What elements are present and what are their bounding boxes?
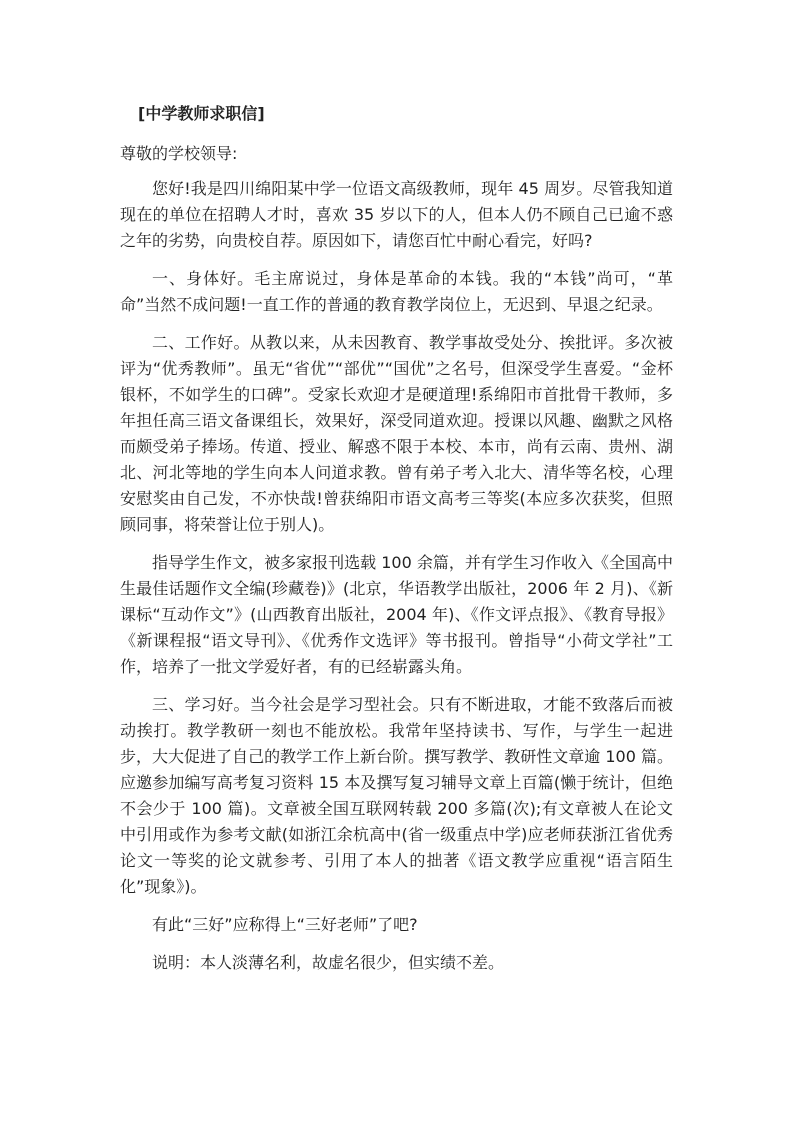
salutation: 尊敬的学校领导: — [120, 144, 238, 163]
letter-body — [120, 176, 673, 988]
paragraph-note: 说明：本人淡薄名利，故虚名很少，但实绩不差。 — [152, 953, 505, 972]
document-title: [中学教师求职信] — [138, 104, 265, 123]
paragraph-work: 二、工作好。从教以来，从未因教育、教学事故受处分、挨批评。多次被评为“优秀教师”。虽无“省优”“部优”“国优”之名号，但深受学生喜爱。“金杯银杯，不如学生的口碑”。受家长欢迎才是硬道理!系绵阳市首批骨干教师，多年担任高三语文备课组长，效果好，深受同道欢迎。授课以风趣、幽默之风格而颇受弟子捧场。传道、授业、解惑不限于本校、本市，尚有云南、贵州、湖北、河北等地的学生向本人问道求教。曾有弟子考入北大、清华等名校，心理安慰奖由自己发，不亦快哉!曾获绵阳市语文高考三等奖(本应多次获奖，但照顾同事，将荣誉让位于别人)。 — [120, 333, 673, 534]
paragraph-guidance: 指导学生作文，被多家报刊选载 100 余篇，并有学生习作收入《全国高中生最佳话题作文全编(珍藏卷)》(北京，华语教学出版社，2006 年 2 月)、《新课标“互动作文”》(山西教育出版社，2004 年)、《作文评点报》、《教育导报》《新课程报“语文导刊》、《优秀作文选评》等书报刊。曾指导“小荷文学社”工作，培养了一批文学爱好者，有的已经崭露头角。 — [120, 553, 673, 676]
paragraph-health: 一、身体好。毛主席说过，身体是革命的本钱。我的“本钱”尚可，“革命”当然不成问题!一直工作的普通的教育教学岗位上，无迟到、早退之纪录。 — [120, 269, 673, 314]
paragraph-summary: 有此“三好”应称得上“三好老师”了吧? — [152, 915, 418, 934]
paragraph-study: 三、学习好。当今社会是学习型社会。只有不断进取，才能不致落后而被动挨打。教学教研一刻也不能放松。我常年坚持读书、写作，与学生一起进步，大大促进了自己的教学工作上新台阶。撰写教学、教研性文章逾 100 篇。应邀参加编写高考复习资料 15 本及撰写复习辅导文章上百篇(懒于统计，但绝不会少于 100 篇)。文章被全国互联网转载 200 多篇(次);有文章被人在论文中引用或作为参考文献(如浙江余杭高中(省一级重点中学)应老师获浙江省优秀论文一等奖的论文就参考、引用了本人的拙著《语文教学应重视“语言陌生化”现象》)。 — [120, 695, 673, 896]
paragraph-intro: 您好!我是四川绵阳某中学一位语文高级教师，现年 45 周岁。尽管我知道现在的单位在招聘人才时，喜欢 35 岁以下的人，但本人仍不顾自己已逾不惑之年的劣势，向贵校自荐。原因如下，请您百忙中耐心看完，好吗? — [120, 179, 673, 250]
